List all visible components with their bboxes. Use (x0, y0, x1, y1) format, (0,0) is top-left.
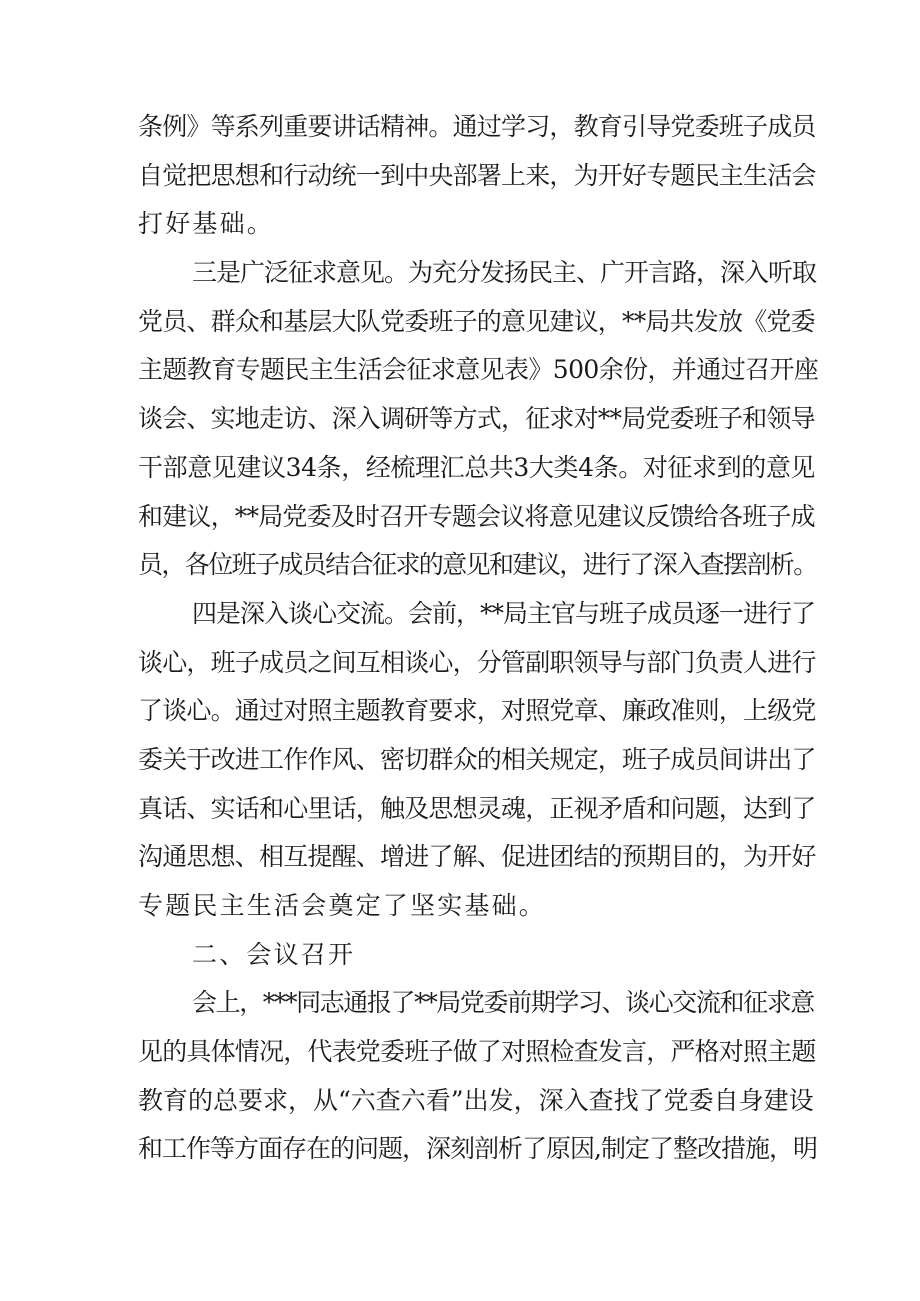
text-line: 真话、实话和心里话，触及思想灵魂，正视矛盾和问题，达到了 (138, 793, 816, 823)
text-line: 谈心，班子成员之间互相谈心，分管副职领导与部门负责人进行 (138, 647, 816, 677)
text-line: 教育的总要求，从“六查六看”出发，深入查找了党委自身建设 (138, 1085, 814, 1115)
paragraph-start-line: 会上，***同志通报了**局党委前期学习、谈心交流和征求意 (192, 988, 814, 1018)
paragraph-start-line: 四是深入谈心交流。会前，**局主官与班子成员逐一进行了 (192, 598, 816, 628)
text-line: 主题教育专题民主生活会征求意见表》500余份，并通过召开座 (138, 355, 819, 385)
text-line: 自觉把思想和行动统一到中央部署上来，为开好专题民主生活会 (138, 160, 816, 190)
text-line: 了谈心。通过对照主题教育要求，对照党章、廉政准则，上级党 (138, 696, 816, 726)
text-line: 委关于改进工作作风、密切群众的相关规定，班子成员间讲出了 (138, 744, 816, 774)
text-line: 员，各位班子成员结合征求的意见和建议，进行了深入查摆剖析。 (138, 550, 817, 580)
section-heading: 二、会议召开 (192, 939, 356, 969)
text-line: 打好基础。 (138, 209, 275, 239)
text-line: 沟通思想、相互提醒、增进了解、促进团结的预期目的，为开好 (138, 842, 816, 872)
document-body (138, 103, 818, 1174)
text-line: 干部意见建议34条，经梳理汇总共3大类4条。对征求到的意见 (138, 452, 816, 482)
text-line: 条例》等系列重要讲话精神。通过学习，教育引导党委班子成员 (138, 112, 816, 141)
text-line: 和工作等方面存在的问题，深刻剖析了原因,制定了整改措施，明 (138, 1134, 817, 1164)
text-line: 专题民主生活会奠定了坚实基础。 (138, 891, 547, 920)
text-line: 党员、群众和基层大队党委班子的意见建议，**局共发放《党委 (138, 306, 815, 336)
paragraph-start-line: 三是广泛征求意见。为充分发扬民主、广开言路，深入听取 (192, 258, 817, 288)
text-line: 谈会、实地走访、深入调研等方式，征求对**局党委班子和领导 (138, 404, 815, 434)
text-line: 和建议，**局党委及时召开专题会议将意见建议反馈给各班子成 (138, 501, 815, 531)
text-line: 见的具体情况，代表党委班子做了对照检查发言，严格对照主题 (138, 1037, 816, 1067)
